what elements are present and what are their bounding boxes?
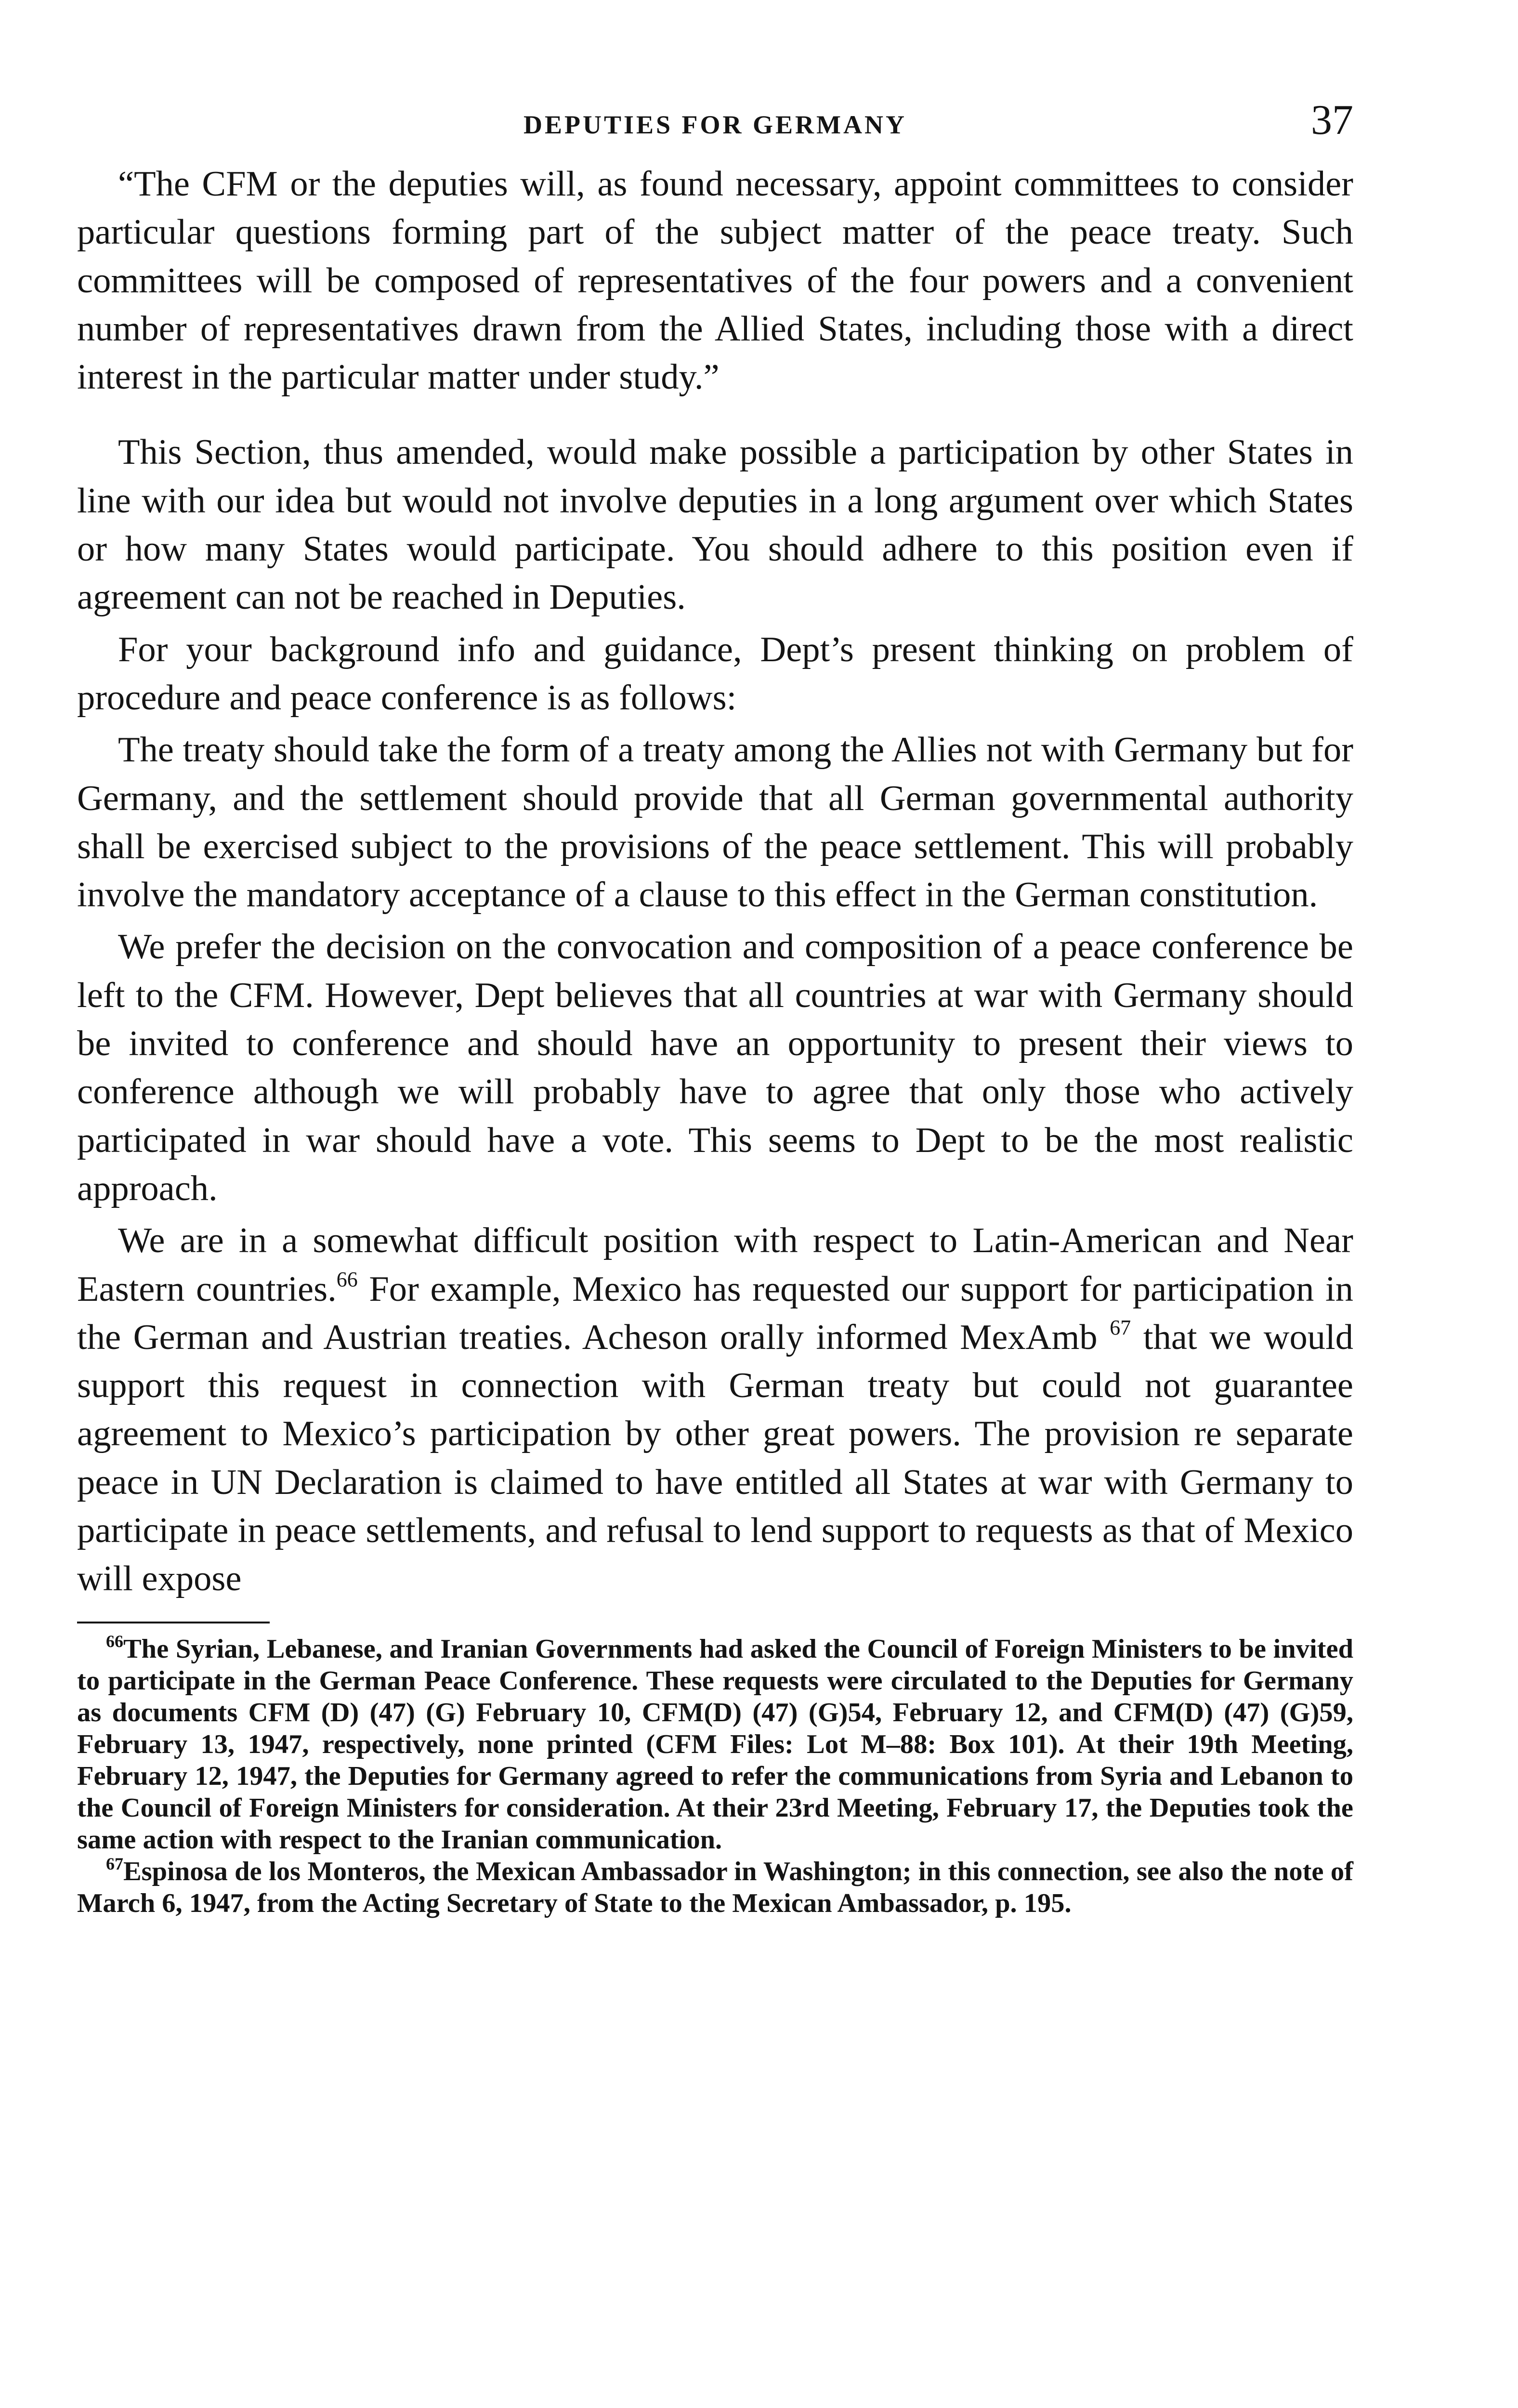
- footnote-text: The Syrian, Lebanese, and Iranian Governments had asked the Council of Foreign Ministers to be invited to participate in the German Peace Conference. These requests were circulated to the Deputies for Germany as documents CFM (D) (47) (G) February 10, CFM(D) (47) (G)54, February 12, and CFM(D) (47) (G)59, February 13, 1947, respectively, none printed (CFM Files: Lot M–88: Box 101). At their 19th Meeting, February 12, 1947, the Deputies for Germany agreed to refer the communications from Syria and Lebanon to the Council of Foreign Ministers for consideration. At their 23rd Meeting, February 17, the Deputies took the same action with respect to the Iranian communication.: [77, 1634, 1353, 1855]
- footnote-marker: 67: [106, 1854, 123, 1873]
- footnote-text: Espinosa de los Monteros, the Mexican Ambassador in Washington; in this connection, see also the note of March 6, 1947, from the Acting Secretary of State to the Mexican Ambassador, p. 195.: [77, 1856, 1353, 1918]
- paragraph-background-info: For your background info and guidance, Dept’s present thinking on problem of procedure and peace conference is as follows:: [77, 629, 1353, 718]
- footnote-divider: [77, 1622, 270, 1623]
- document-page: [77, 96, 1353, 1919]
- running-head: DEPUTIES FOR GERMANY: [523, 110, 907, 139]
- body-text: [77, 160, 1353, 1603]
- paragraph-section-amended: This Section, thus amended, would make possible a participation by other States in line with our idea but would not involve deputies in a long argument over which States or how many States would participate. You should adhere to this position even if agreement can not be reached in Deputies.: [77, 432, 1353, 617]
- quoted-paragraph: “The CFM or the deputies will, as found necessary, appoint committees to consider particular questions forming part of the subject matter of the peace treaty. Such committees will be composed of representatives of the four powers and a convenient number of representatives drawn from the Allied States, including those with a direct interest in the particular matter under study.”: [77, 164, 1353, 397]
- paragraph-peace-conference: We prefer the decision on the convocation and composition of a peace conference be left to the CFM. However, Dept believes that all countries at war with Germany should be invited to conference and should have an opportunity to present their views to conference although we will probably have to agree that only those who actively participated in war should have a vote. This seems to Dept to be the most realistic approach.: [77, 927, 1353, 1208]
- footnotes: [77, 1633, 1353, 1919]
- footnote-marker: 66: [106, 1631, 123, 1651]
- footnote-67: [77, 1856, 1353, 1919]
- paragraph-text-part: For example, Mexico has requested our support for participation in the German and Austrian treaties. Acheson orally informed MexAmb: [77, 1269, 1353, 1357]
- footnote-reference-66: 66: [336, 1267, 358, 1291]
- paragraph-text-part: that we would support this request in connection with German treaty but could not guarantee agreement to Mexico’s participation by other great powers. The provision re separate peace in UN Declaration is claimed to have entitled all States at war with Germany to participate in peace settlements, and refusal to lend support to requests as that of Mexico will expose: [77, 1317, 1353, 1599]
- page-header: [77, 96, 1353, 159]
- paragraph-latin-american: [77, 1217, 1353, 1603]
- paragraph-text-part: We are in a somewhat difficult position with respect to Latin-American and Near Eastern countries.: [77, 1221, 1353, 1309]
- page-number: 37: [1311, 97, 1353, 144]
- footnote-reference-67: 67: [1110, 1315, 1131, 1339]
- paragraph-treaty-form: The treaty should take the form of a treaty among the Allies not with Germany but for Germany, and the settlement should provide that all German governmental authority shall be exercised subject to the provisions of the peace settlement. This will probably involve the mandatory acceptance of a clause to this effect in the German constitution.: [77, 730, 1353, 915]
- footnote-66: [77, 1633, 1353, 1856]
